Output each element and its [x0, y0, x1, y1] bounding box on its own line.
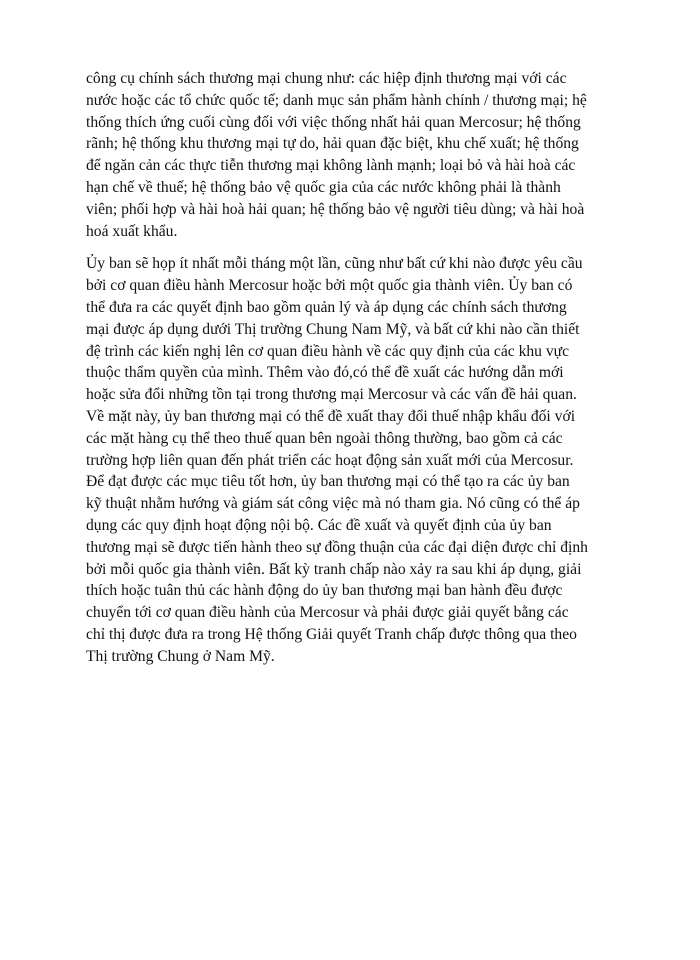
text-line: đệ trình các kiến nghị lên cơ quan điều hành về các quy định của các khu vực — [86, 342, 570, 360]
paragraph-committee-meetings — [86, 253, 616, 667]
text-line: thương mại sẽ được tiến hành theo sự đồng thuận của các đại diện được chỉ định — [86, 538, 588, 556]
text-line: kỹ thuật nhằm hướng và giám sát công việc mà nó tham gia. Nó cũng có thể áp — [86, 495, 580, 513]
text-line: mại được áp dụng dưới Thị trường Chung Nam Mỹ, và bất cứ khi nào cần thiết — [86, 320, 580, 338]
paragraph-trade-policy-tools — [86, 68, 616, 242]
text-line: thuộc thẩm quyền của mình. Thêm vào đó,có thể đề xuất các hướng dẫn mới — [86, 364, 564, 382]
text-line: dụng các quy định hoạt động nội bộ. Các đề xuất và quyết định của ủy ban — [86, 516, 552, 534]
text-line: hoặc sửa đổi những tồn tại trong thương mại Mercosur và các vấn đề hải quan. — [86, 386, 577, 404]
text-line: thể đưa ra các quyết định bao gồm quản lý và áp dụng các chính sách thương — [86, 298, 567, 316]
text-line: viên; phối hợp và hài hoà hải quan; hệ thống bảo vệ người tiêu dùng; và hài hoà — [86, 200, 585, 218]
text-line: hạn chế về thuế; hệ thống bảo vệ quốc gia của các nước không phải là thành — [86, 178, 561, 196]
text-line: Về mặt này, ủy ban thương mại có thể đề xuất thay đổi thuế nhập khẩu đối với — [86, 407, 576, 425]
text-line: trường hợp liên quan đến phát triển các hoạt động sản xuất mới của Mercosur. — [86, 451, 574, 469]
text-line: bởi mỗi quốc gia thành viên. Bất kỳ tranh chấp nào xảy ra sau khi áp dụng, giải — [86, 560, 582, 578]
text-line: chuyển tới cơ quan điều hành của Mercosur và phải được giải quyết bằng các — [86, 604, 569, 622]
text-line: các mặt hàng cụ thể theo thuế quan bên ngoài thông thường, bao gồm cả các — [86, 429, 563, 447]
text-line: Để đạt được các mục tiêu tốt hơn, ủy ban thương mại có thể tạo ra các ủy ban — [86, 473, 570, 491]
text-line: hoá xuất khẩu. — [86, 222, 178, 240]
text-line: Ủy ban sẽ họp ít nhất mỗi tháng một lần, cũng như bất cứ khi nào được yêu cầu — [86, 255, 583, 273]
document-page — [86, 68, 616, 668]
text-line: thích hoặc tuân thủ các hành động do ủy ban thương mại ban hành đều được — [86, 582, 563, 600]
text-line: để ngăn cản các thực tiễn thương mại không lành mạnh; loại bỏ và hài hoà các — [86, 157, 576, 175]
text-line: nước hoặc các tổ chức quốc tế; danh mục sản phẩm hành chính / thương mại; hệ — [86, 91, 587, 109]
text-line: thống thích ứng cuối cùng đối với việc thống nhất hải quan Mercosur; hệ thống — [86, 113, 581, 131]
text-line: công cụ chính sách thương mại chung như: các hiệp định thương mại với các — [86, 70, 567, 87]
text-line: Thị trường Chung ở Nam Mỹ. — [86, 647, 275, 665]
text-line: bởi cơ quan điều hành Mercosur hoặc bởi một quốc gia thành viên. Ủy ban có — [86, 277, 573, 295]
text-line: chỉ thị được đưa ra trong Hệ thống Giải quyết Tranh chấp được thông qua theo — [86, 625, 577, 643]
text-line: rãnh; hệ thống khu thương mại tự do, hải quan đặc biệt, khu chế xuất; hệ thống — [86, 135, 579, 153]
